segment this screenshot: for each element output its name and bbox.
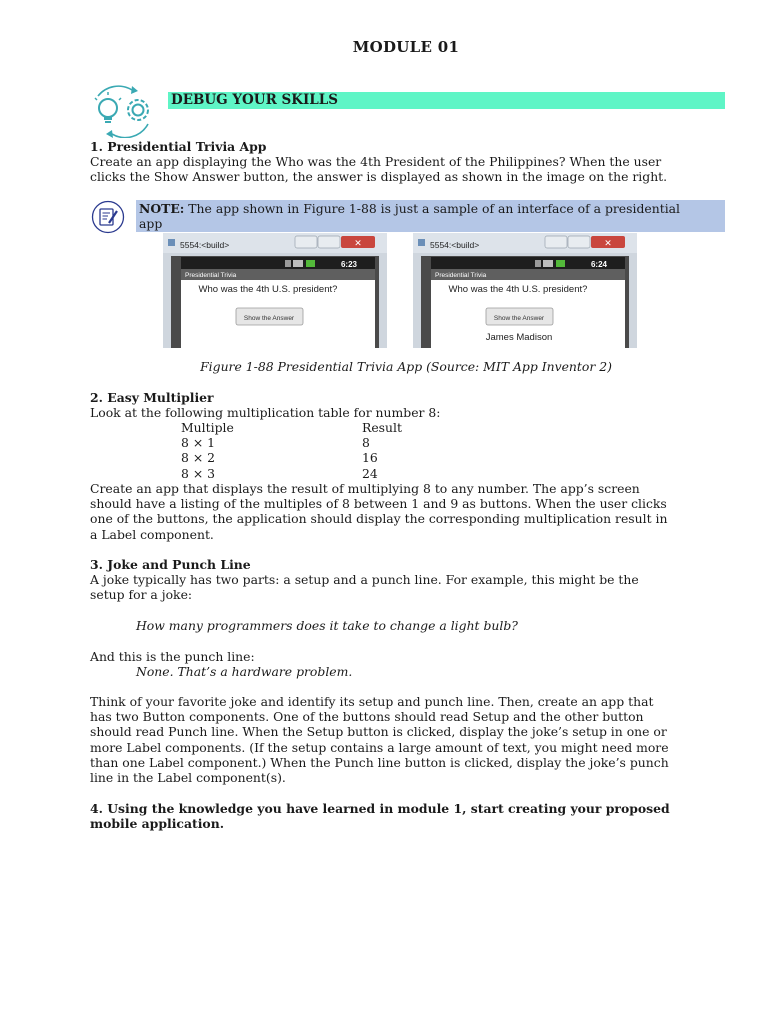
section-3-body — [90, 694, 726, 785]
show-answer-label: Show the Answer — [243, 315, 295, 322]
body-line: has two Button components. One of the buttons should read Setup and the other button — [90, 709, 644, 725]
body-line: Think of your favorite joke and identify its setup and punch line. Then, create an app that — [90, 694, 654, 709]
note-body-line-2: app — [139, 216, 163, 231]
table-row — [181, 466, 481, 481]
table-cell: 16 — [362, 450, 378, 466]
punch-example: None. That’s a hardware problem. — [136, 664, 353, 679]
app-title: Presidential Trivia — [435, 272, 487, 279]
section-3 — [90, 557, 726, 602]
section-3-heading: 3. Joke and Punch Line — [90, 557, 251, 572]
section-4-line: mobile application. — [90, 816, 225, 832]
app-title: Presidential Trivia — [185, 272, 237, 279]
close-icon: ✕ — [604, 238, 612, 248]
maximize-button — [568, 236, 590, 248]
clock: 6:24 — [590, 260, 608, 269]
emulator-window-2 — [413, 233, 637, 348]
body-line: than one Label component.) When the Punch line button is clicked, display the joke’s punch — [90, 754, 669, 770]
body-line: line in the Label component(s). — [90, 770, 286, 786]
question-label: Who was the 4th U.S. president? — [198, 284, 338, 295]
section-2-body — [90, 481, 726, 542]
answer-label: James Madison — [485, 332, 553, 343]
body-line: a Label component. — [90, 526, 214, 542]
body-line: one of the buttons, the application should display the corresponding multiplication result in — [90, 511, 668, 527]
body-line: should have a listing of the multiples of 8 between 1 and 9 as buttons. When the user clicks — [90, 496, 667, 512]
table-cell: 8 — [362, 435, 370, 451]
table-cell: 8 × 2 — [181, 450, 216, 466]
body-line: A joke typically has two parts: a setup and a punch line. For example, this might be the — [90, 572, 639, 587]
note-label: NOTE: — [139, 201, 185, 216]
section-1-body-line: Create an app displaying the Who was the 4th President of the Philippines? When the user — [90, 154, 662, 169]
window-title: 5554:<build> — [430, 240, 480, 250]
body-line: should read Punch line. When the Setup button is clicked, display the joke’s setup in one or — [90, 724, 667, 740]
table-cell: 24 — [362, 465, 378, 481]
table-cell: 8 × 3 — [181, 465, 216, 481]
table-header-row — [181, 420, 481, 435]
table-row — [181, 435, 481, 450]
table-row — [181, 450, 481, 465]
figure-screenshots — [163, 233, 637, 348]
show-answer-label: Show the Answer — [493, 315, 545, 322]
minimize-button — [545, 236, 567, 248]
section-banner — [168, 92, 725, 109]
section-1-heading: 1. Presidential Trivia App — [90, 139, 267, 154]
table-cell: 8 × 1 — [181, 435, 216, 451]
emulator-window-1 — [163, 233, 387, 348]
note-pencil-icon — [90, 200, 126, 234]
maximize-button — [318, 236, 340, 248]
window-title: 5554:<build> — [180, 240, 230, 250]
section-2 — [90, 390, 726, 420]
column-header: Multiple — [181, 420, 234, 435]
section-1 — [90, 139, 726, 184]
figure-caption: Figure 1-88 Presidential Trivia App (Source: MIT App Inventor 2) — [200, 359, 612, 374]
section-4-line: 4. Using the knowledge you have learned in module 1, start creating your proposed — [90, 801, 670, 816]
section-4 — [90, 801, 726, 831]
column-header: Result — [362, 420, 402, 435]
body-line: setup for a joke: — [90, 587, 193, 603]
module-title: MODULE 01 — [352, 38, 460, 56]
body-line: Create an app that displays the result of multiplying 8 to any number. The app’s screen — [90, 481, 640, 496]
section-2-heading: 2. Easy Multiplier — [90, 390, 214, 405]
note-body: The app shown in Figure 1-88 is just a sample of an interface of a presidential — [184, 201, 681, 216]
window-icon — [168, 239, 175, 246]
section-2-intro: Look at the following multiplication table for number 8: — [90, 405, 441, 420]
note-text — [139, 201, 723, 231]
setup-example: How many programmers does it take to change a light bulb? — [136, 618, 518, 633]
section-1-body-line: clicks the Show Answer button, the answer is displayed as shown in the image on the right. — [90, 169, 668, 185]
minimize-button — [295, 236, 317, 248]
close-icon: ✕ — [354, 238, 362, 248]
banner-title: DEBUG YOUR SKILLS — [171, 92, 339, 108]
multiplication-table — [181, 420, 481, 481]
question-label: Who was the 4th U.S. president? — [448, 284, 588, 295]
punch-intro: And this is the punch line: — [90, 649, 255, 664]
window-icon — [418, 239, 425, 246]
note-box — [136, 200, 725, 232]
clock: 6:23 — [340, 260, 358, 269]
lightbulb-gear-icon — [88, 84, 160, 138]
body-line: more Label components. (If the setup contains a large amount of text, you might need more — [90, 739, 669, 755]
